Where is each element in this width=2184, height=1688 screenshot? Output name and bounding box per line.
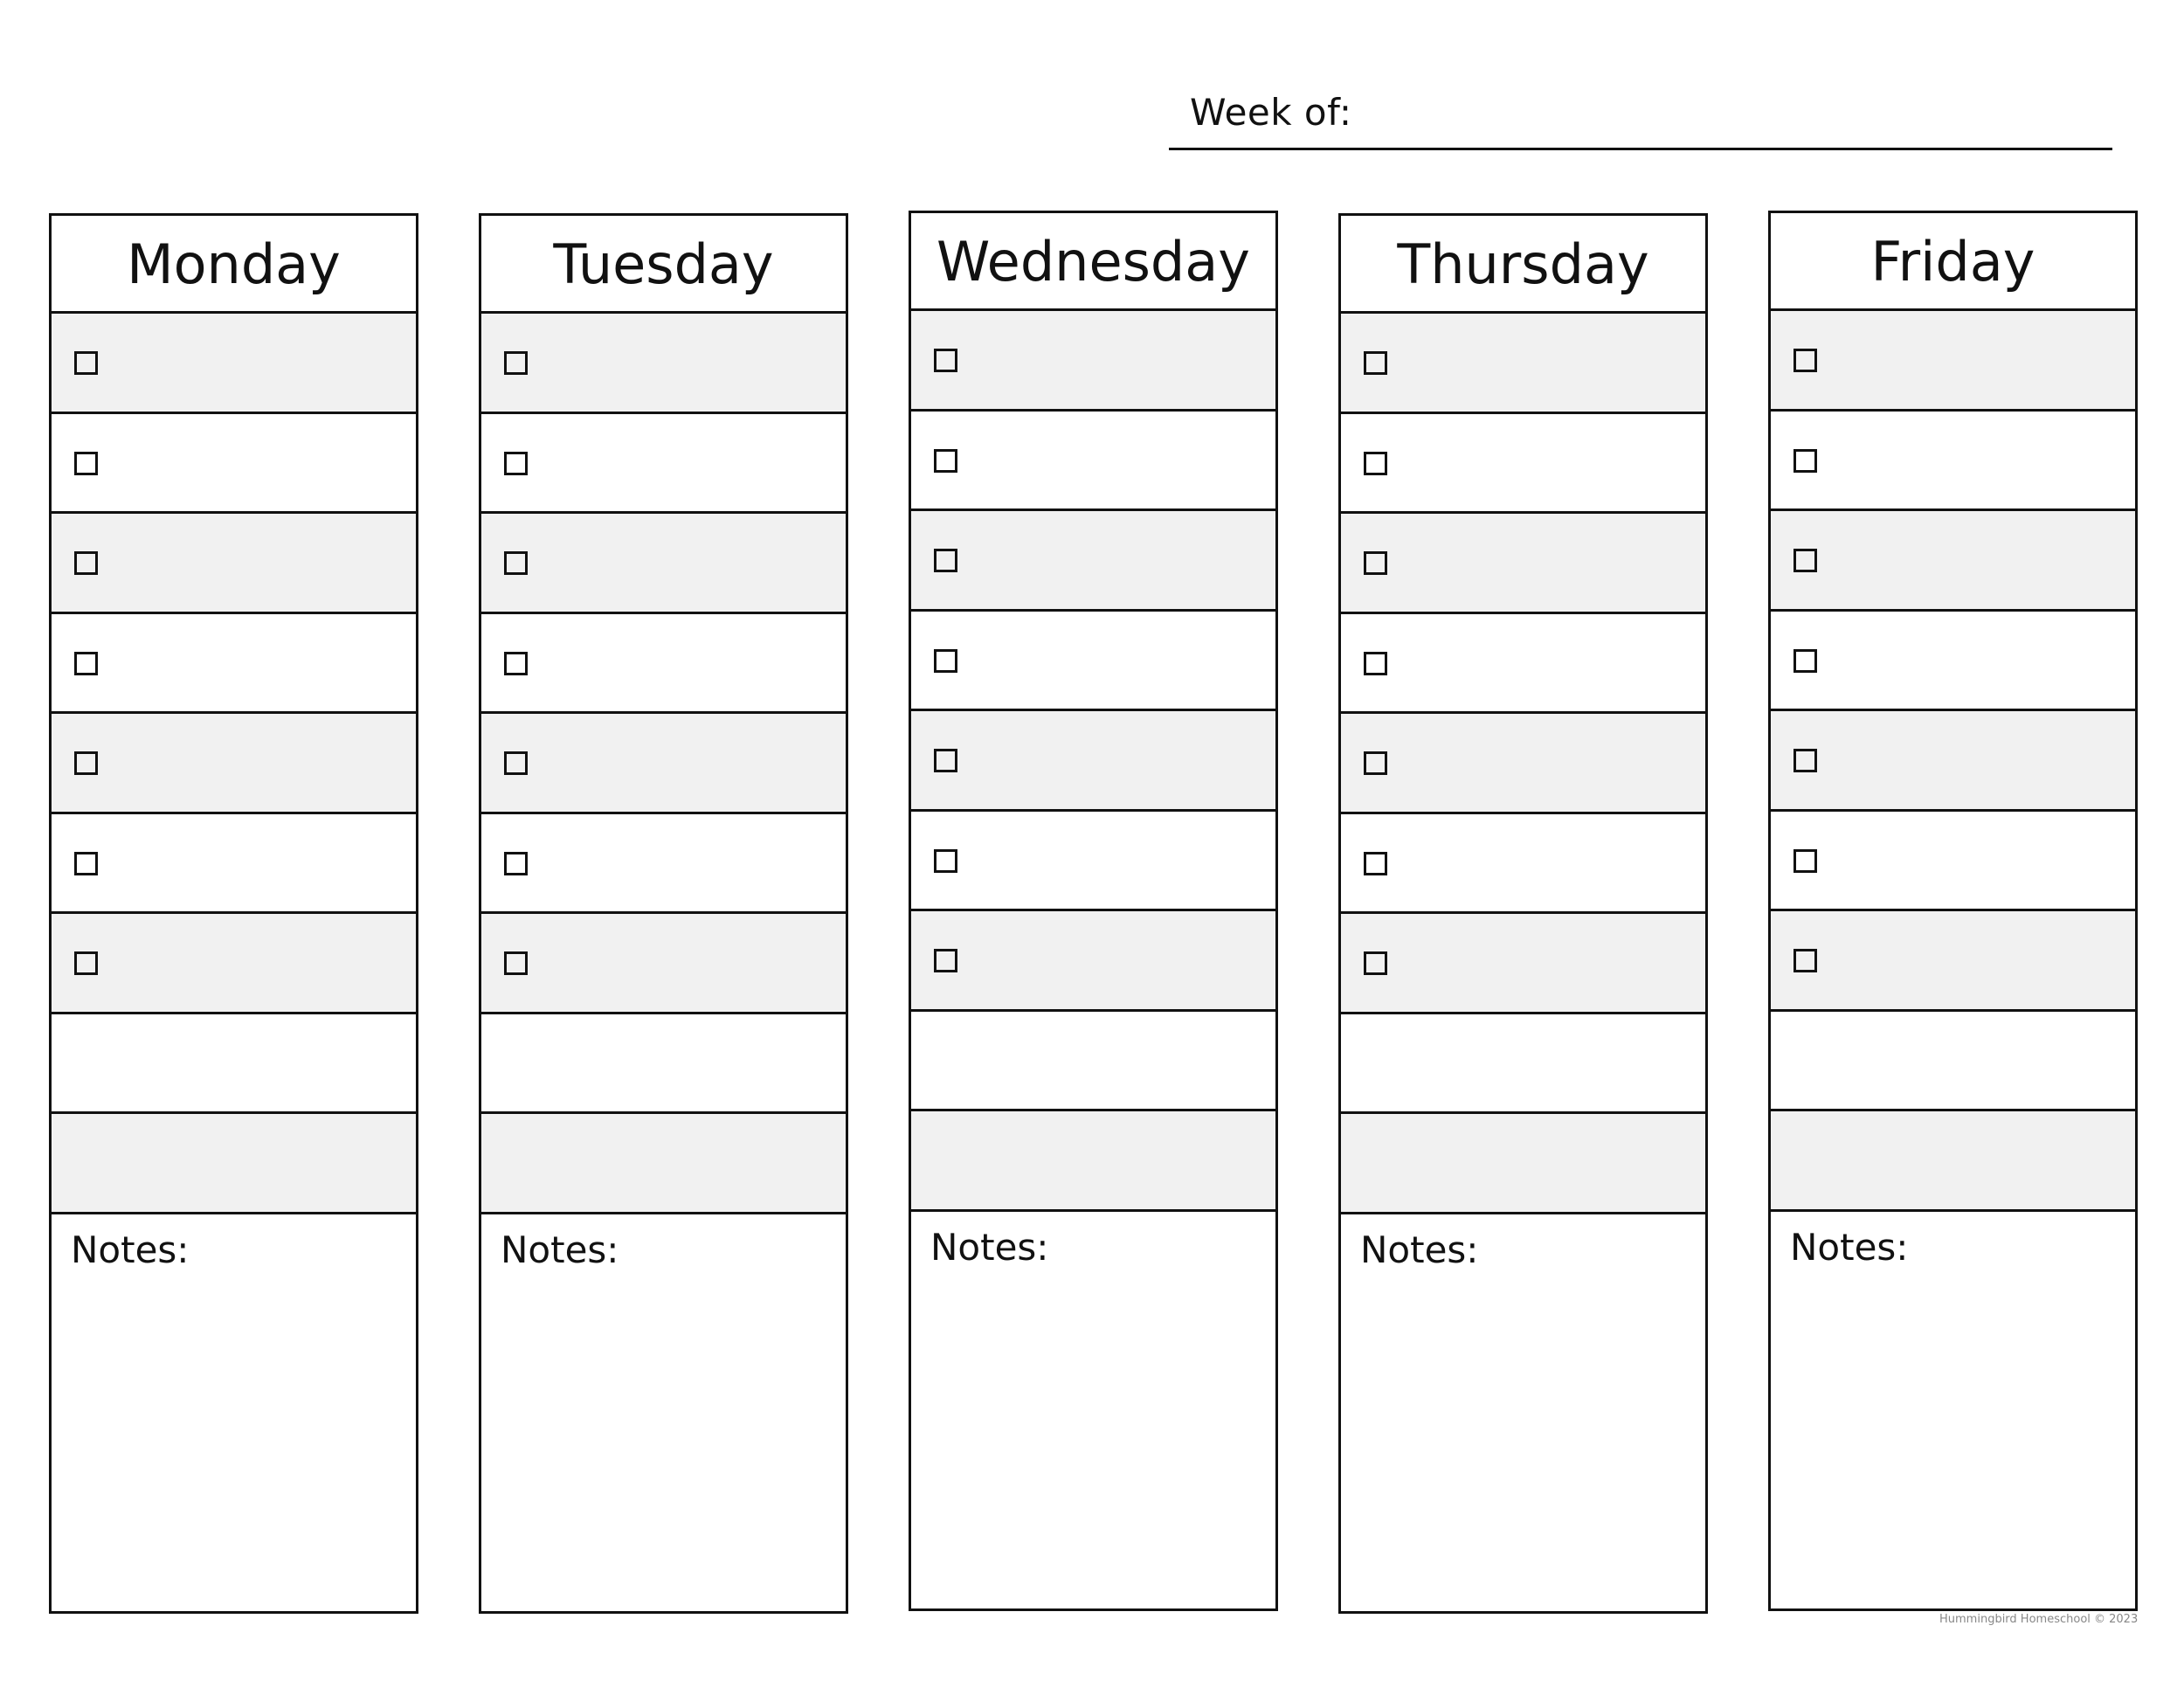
task-row[interactable]	[1341, 414, 1705, 515]
checkbox[interactable]	[1794, 649, 1817, 673]
checkbox[interactable]	[74, 751, 98, 775]
checkbox[interactable]	[74, 551, 98, 575]
task-row[interactable]	[52, 314, 416, 414]
checkbox[interactable]	[934, 849, 957, 873]
checkbox[interactable]	[1794, 349, 1817, 372]
task-row[interactable]	[481, 814, 846, 915]
checkbox[interactable]	[934, 549, 957, 572]
notes-label: Notes:	[501, 1228, 619, 1271]
checkbox[interactable]	[934, 649, 957, 673]
checkbox[interactable]	[504, 652, 528, 675]
task-row[interactable]	[1341, 914, 1705, 1014]
checkbox[interactable]	[1794, 849, 1817, 873]
task-row[interactable]	[52, 714, 416, 814]
checkbox[interactable]	[1364, 951, 1387, 975]
notes-area[interactable]	[1771, 1212, 2135, 1614]
notes-area[interactable]	[481, 1214, 846, 1616]
blank-row[interactable]	[52, 1114, 416, 1214]
checkbox[interactable]	[934, 749, 957, 772]
task-row[interactable]	[52, 914, 416, 1014]
task-row[interactable]	[481, 914, 846, 1014]
week-of-field[interactable]	[1169, 84, 2112, 150]
checkbox[interactable]	[1794, 749, 1817, 772]
checkbox[interactable]	[504, 351, 528, 375]
task-row[interactable]	[1771, 511, 2135, 612]
notes-label: Notes:	[1360, 1228, 1479, 1271]
task-row[interactable]	[1771, 711, 2135, 812]
task-row[interactable]	[911, 311, 1275, 412]
checkbox[interactable]	[504, 751, 528, 775]
task-row[interactable]	[911, 911, 1275, 1012]
day-column-tuesday	[479, 213, 848, 1614]
checkbox[interactable]	[504, 852, 528, 875]
notes-area[interactable]	[911, 1212, 1275, 1614]
checkbox[interactable]	[74, 951, 98, 975]
checkbox[interactable]	[504, 551, 528, 575]
checkbox[interactable]	[1364, 551, 1387, 575]
day-column-monday	[49, 213, 418, 1614]
notes-label: Notes:	[1790, 1225, 1909, 1269]
task-row[interactable]	[52, 614, 416, 715]
blank-row[interactable]	[1341, 1114, 1705, 1214]
task-row[interactable]	[911, 412, 1275, 512]
checkbox[interactable]	[74, 351, 98, 375]
blank-row[interactable]	[481, 1014, 846, 1115]
notes-area[interactable]	[1341, 1214, 1705, 1616]
blank-row[interactable]	[911, 1012, 1275, 1112]
checkbox[interactable]	[934, 349, 957, 372]
day-header: Friday	[1771, 213, 2135, 311]
blank-row[interactable]	[1771, 1111, 2135, 1212]
week-of-label: Week of:	[1190, 91, 1352, 134]
task-row[interactable]	[1341, 514, 1705, 614]
task-row[interactable]	[1771, 911, 2135, 1012]
checkbox[interactable]	[74, 852, 98, 875]
checkbox[interactable]	[1794, 949, 1817, 972]
task-row[interactable]	[52, 814, 416, 915]
blank-row[interactable]	[481, 1114, 846, 1214]
checkbox[interactable]	[1364, 351, 1387, 375]
task-row[interactable]	[911, 511, 1275, 612]
task-row[interactable]	[911, 711, 1275, 812]
checkbox[interactable]	[74, 652, 98, 675]
blank-row[interactable]	[1771, 1012, 2135, 1112]
checkbox[interactable]	[74, 452, 98, 475]
task-row[interactable]	[481, 514, 846, 614]
task-row[interactable]	[911, 812, 1275, 912]
checkbox[interactable]	[934, 449, 957, 473]
footer-credit: Hummingbird Homeschool © 2023	[1939, 1613, 2139, 1626]
checkbox[interactable]	[504, 951, 528, 975]
day-header: Tuesday	[481, 216, 846, 314]
task-row[interactable]	[1341, 614, 1705, 715]
task-row[interactable]	[481, 714, 846, 814]
task-row[interactable]	[1771, 412, 2135, 512]
checkbox[interactable]	[1364, 652, 1387, 675]
task-row[interactable]	[52, 514, 416, 614]
checkbox[interactable]	[1364, 852, 1387, 875]
checkbox[interactable]	[1364, 751, 1387, 775]
notes-area[interactable]	[52, 1214, 416, 1616]
checkbox[interactable]	[1794, 549, 1817, 572]
task-row[interactable]	[1341, 714, 1705, 814]
task-row[interactable]	[911, 612, 1275, 712]
blank-row[interactable]	[911, 1111, 1275, 1212]
task-row[interactable]	[1341, 314, 1705, 414]
task-row[interactable]	[481, 314, 846, 414]
blank-row[interactable]	[1341, 1014, 1705, 1115]
notes-label: Notes:	[930, 1225, 1049, 1269]
task-row[interactable]	[1341, 814, 1705, 915]
day-column-friday	[1768, 211, 2138, 1611]
checkbox[interactable]	[1364, 452, 1387, 475]
day-column-thursday	[1338, 213, 1708, 1614]
checkbox[interactable]	[504, 452, 528, 475]
day-header: Thursday	[1341, 216, 1705, 314]
task-row[interactable]	[1771, 812, 2135, 912]
task-row[interactable]	[481, 414, 846, 515]
day-header: Wednesday	[911, 213, 1275, 311]
checkbox[interactable]	[934, 949, 957, 972]
task-row[interactable]	[1771, 612, 2135, 712]
day-column-wednesday	[909, 211, 1278, 1611]
day-header: Monday	[52, 216, 416, 314]
checkbox[interactable]	[1794, 449, 1817, 473]
task-row[interactable]	[481, 614, 846, 715]
blank-row[interactable]	[52, 1014, 416, 1115]
task-row[interactable]	[52, 414, 416, 515]
notes-label: Notes:	[71, 1228, 190, 1271]
task-row[interactable]	[1771, 311, 2135, 412]
